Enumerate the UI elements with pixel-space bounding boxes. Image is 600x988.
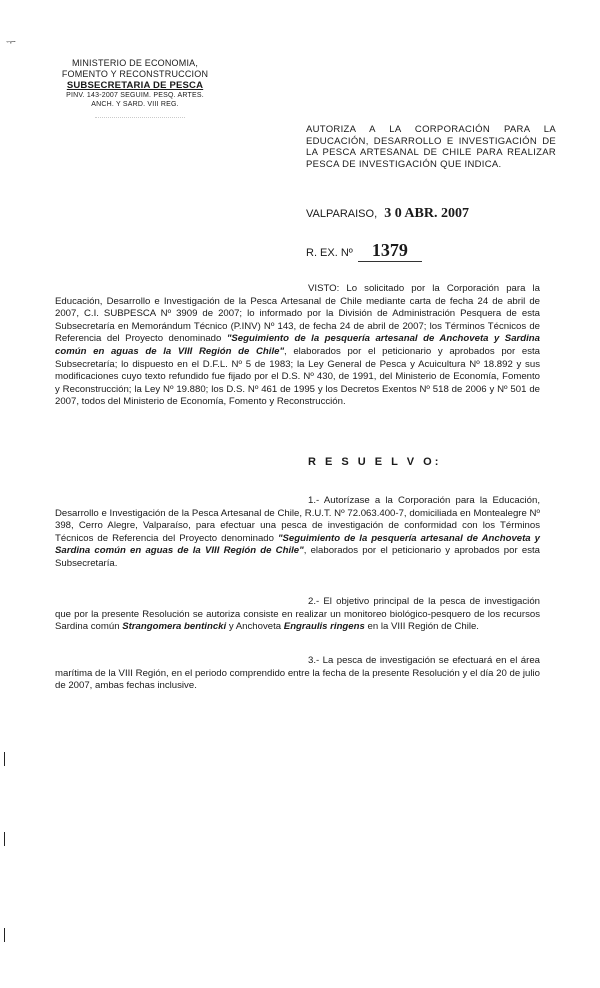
place-date xyxy=(306,206,469,222)
article-2-rest: en la VIII Región de Chile. xyxy=(367,621,479,633)
undersecretariat-line: SUBSECRETARIA DE PESCA xyxy=(66,80,204,91)
reference-line-1: PINV. 143-2007 SEGUIM. PESQ. ARTES. xyxy=(66,92,204,99)
resolution-number xyxy=(306,240,422,262)
ministry-line-2: FOMENTO Y RECONSTRUCCION xyxy=(61,69,209,79)
visto-project-name: "Seguimiento de la pesquería artesanal de Anchoveta y Sardina común en aguas de la VIII Región de Chile" xyxy=(55,333,540,357)
faded-stamp xyxy=(95,117,185,140)
resolution-title: AUTORIZA A LA CORPORACIÓN PARA LA EDUCACIÓN, DESARROLLO E INVESTIGACIÓN DE LA PESCA ARTESANAL DE CHILE PARA REALIZAR PESCA DE INVESTIGACIÓN QUE INDICA. xyxy=(306,124,556,170)
visto-paragraph xyxy=(55,283,540,409)
reference-line-2: ANCH. Y SARD. VIII REG. xyxy=(91,101,179,108)
article-1-rest: , elaborados por el peticionario y aprobados por esta Subsecretaría. xyxy=(55,545,541,569)
article-1-project-name: "Seguimiento de la pesquería artesanal de Anchoveta y Sardina común en aguas de la VIII Región de Chile" xyxy=(55,532,540,557)
margin-mark xyxy=(4,928,5,942)
article-3-text: 3.- La pesca de investigación se efectuará en el área marítima de la VIII Región, en el periodo comprendido entre la fecha de la presente Resolución y el día 20 de julio de 2007, ambas fechas inclusive. xyxy=(55,655,540,692)
article-2 xyxy=(55,596,540,634)
ministry-line-1: MINISTERIO DE ECONOMIA, xyxy=(71,58,199,68)
date: 3 0 ABR. 2007 xyxy=(384,206,469,221)
article-1-lead: 1.- Autorízase a la Corporación para la Educación, Desarrollo e Investigación de la Pesca Artesanal de Chile, R.U.T. Nº 72.063.400-7, domiciliada en Montealegre Nº 398, Cerro Alegre, Valparaíso, para efectuar una pesca de investigación de conformidad con los Términos Técnicos de Referencia del Proyecto denominado xyxy=(55,495,540,544)
resolution-label: R. EX. Nº xyxy=(306,247,353,259)
visto-lead: VISTO: Lo solicitado por la Corporación para la Educación, Desarrollo e Investigación de la Pesca Artesanal de Chile mediante carta de fecha 24 de abril de 2007, C.I. SUBPESCA Nº 3909 de 2007; lo informado por la División de Administración Pesquera de esta Subsecretaría en Memorándum Técnico (P.INV) Nº 143, de fecha 24 de abril de 2007; los Términos Técnicos de Referencia del Proyecto denominado xyxy=(55,283,540,345)
city: VALPARAISO, xyxy=(306,208,378,220)
visto-rest: , elaborados por el peticionario y aprobados por esta Subsecretaría; lo dispuesto en el D.F.L. Nº 5 de 1983; la Ley General de Pesca y Acuicultura Nº 18.892 y sus modificaciones cuyo texto refundido fue fijado por el D.S. Nº 430, de 1991, del Ministerio de Economía, Fomento y Reconstrucción; la Ley Nº 19.880; los D.S. Nº 461 de 1995 y los Decretos Exentos Nº 518 de 2006 y Nº 501 de 2007, todos del Ministerio de Economía, Fomento y Reconstrucción. xyxy=(55,345,540,408)
resuelvo-heading: R E S U E L V O: xyxy=(308,456,442,468)
margin-mark xyxy=(4,832,5,846)
species-anchoveta: Engraulis ringens xyxy=(283,621,365,633)
article-2-mid: y Anchoveta xyxy=(228,621,282,633)
ministry-header xyxy=(55,58,215,109)
corner-mark: ᅮ xyxy=(6,38,16,49)
article-3 xyxy=(55,655,540,693)
article-1 xyxy=(55,495,540,571)
margin-mark xyxy=(4,752,5,766)
resolution-number-value: 1379 xyxy=(358,240,422,262)
article-2-lead: 2.- El objetivo principal de la pesca de investigación que por la presente Resolución se autoriza consiste en realizar un monitoreo biológico-pesquero de los recursos Sardina común xyxy=(55,596,540,633)
species-sardina: Strangomera bentincki xyxy=(122,621,227,633)
